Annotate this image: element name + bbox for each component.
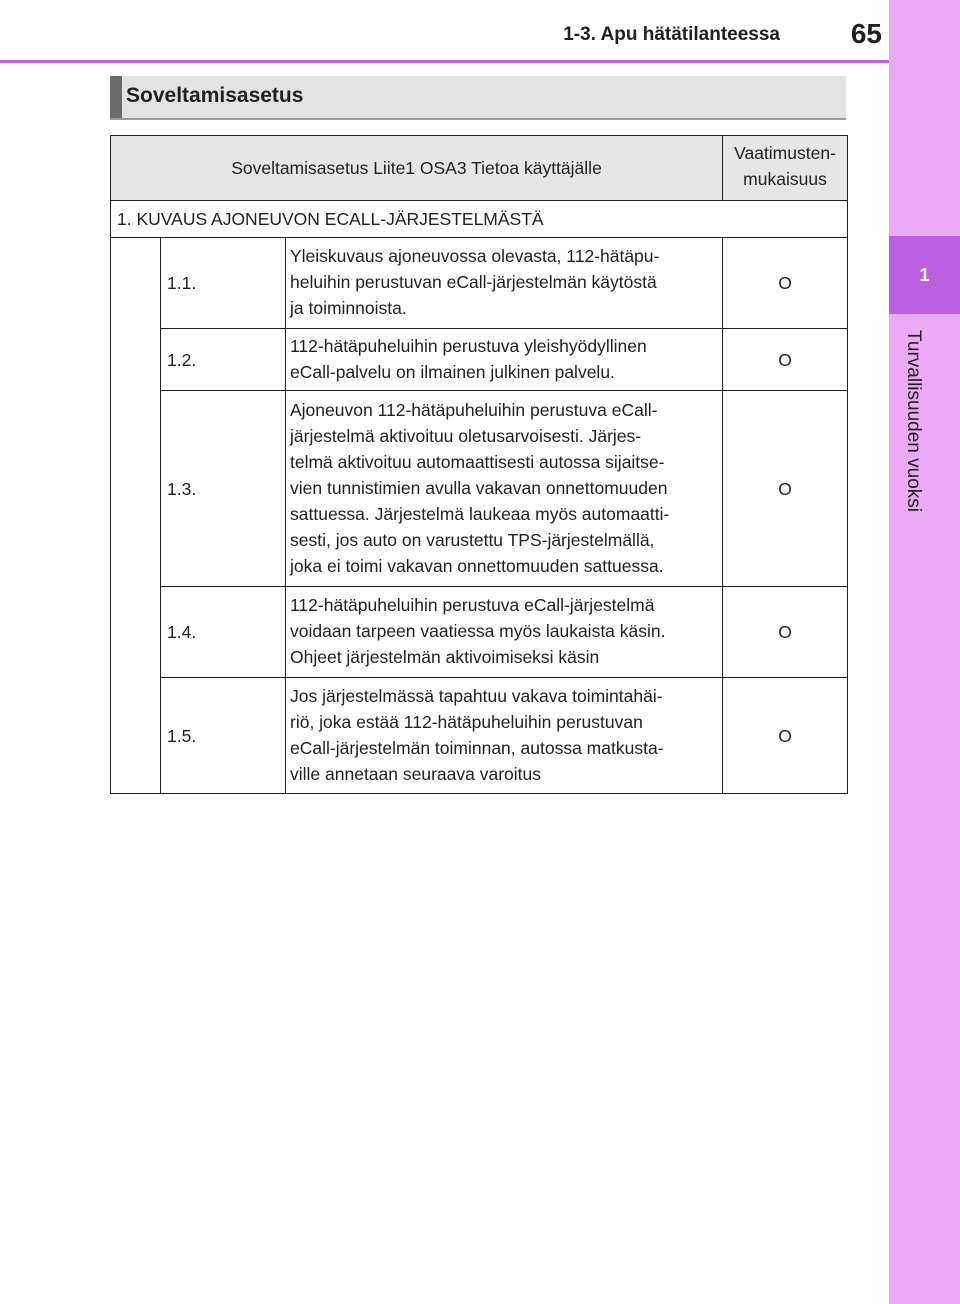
- text-line: telmä aktivoituu automaattisesti autossa sijaitse-: [290, 451, 665, 472]
- table-row: [111, 329, 848, 391]
- text-line: sattuessa. Järjestelmä laukeaa myös automaatti-: [290, 503, 670, 524]
- text-line: vien tunnistimien avulla vakavan onnettomuuden: [290, 477, 668, 498]
- text-line: sesti, jos auto on varustettu TPS-järjestelmällä,: [290, 529, 655, 550]
- section-title-cell: 1. KUVAUS AJONEUVON ECALL-JÄRJESTELMÄSTÄ: [111, 201, 848, 238]
- table-row: [111, 391, 848, 587]
- section-heading: [110, 76, 846, 120]
- item-number: 1.2.: [161, 329, 286, 391]
- text-line: voidaan tarpeen vaatiessa myös laukaista käsin.: [290, 621, 666, 641]
- chapter-number: 1: [919, 264, 930, 285]
- text-line: 112-hätäpuheluihin perustuva yleishyödyllinen: [290, 335, 647, 356]
- text-line: Yleiskuvaus ajoneuvossa olevasta, 112-hätäpu-: [290, 246, 660, 266]
- regulation-table-wrapper: [110, 135, 848, 794]
- text-line: 112-hätäpuheluihin perustuva eCall-järjestelmä: [290, 595, 655, 615]
- compliance-cell: O: [723, 238, 848, 329]
- text-line: ville annetaan seuraava varoitus: [290, 763, 541, 784]
- text-line: ja toiminnoista.: [290, 298, 407, 318]
- header-divider: [0, 60, 889, 63]
- item-text: [286, 678, 723, 794]
- text-line: Ajoneuvon 112-hätäpuheluihin perustuva eCall-: [290, 399, 658, 420]
- page-number: 65: [850, 18, 882, 49]
- header-compliance-line: Vaatimusten-: [734, 143, 836, 163]
- text-line: eCall-palvelu on ilmainen julkinen palvelu.: [290, 361, 615, 382]
- indent-cell: [111, 238, 161, 794]
- table-row: [111, 587, 848, 678]
- header-compliance-line: mukaisuus: [743, 169, 827, 189]
- section-heading-text: Soveltamisasetus: [126, 84, 304, 107]
- chapter-label: Turvallisuuden vuoksi: [903, 330, 924, 512]
- item-number: 1.5.: [161, 678, 286, 794]
- item-number: 1.3.: [161, 391, 286, 587]
- section-heading-bar: [110, 76, 122, 118]
- item-text: [286, 391, 723, 587]
- page-header-title: 1-3. Apu hätätilanteessa: [563, 24, 780, 45]
- text-line: eCall-järjestelmän toiminnan, autossa matkusta-: [290, 737, 664, 758]
- regulation-table: [110, 135, 848, 794]
- header-compliance-cell: [723, 136, 848, 201]
- text-line: Ohjeet järjestelmän aktivoimiseksi käsin: [290, 647, 600, 667]
- text-line: riö, joka estää 112-hätäpuheluihin perustuvan: [290, 711, 643, 732]
- item-text: [286, 329, 723, 391]
- compliance-cell: O: [723, 391, 848, 587]
- compliance-cell: O: [723, 678, 848, 794]
- section-title-row: [111, 201, 848, 238]
- text-line: järjestelmä aktivoituu oletusarvoisesti. Järjes-: [290, 425, 642, 446]
- table-row: [111, 238, 848, 329]
- compliance-cell: O: [723, 329, 848, 391]
- text-line: Jos järjestelmässä tapahtuu vakava toimintahäi-: [290, 685, 663, 706]
- compliance-cell: O: [723, 587, 848, 678]
- item-number: 1.4.: [161, 587, 286, 678]
- chapter-tab[interactable]: [889, 236, 960, 314]
- text-line: heluihin perustuvan eCall-järjestelmän käytöstä: [290, 272, 657, 292]
- text-line: joka ei toimi vakavan onnettomuuden sattuessa.: [290, 555, 664, 576]
- item-number: 1.1.: [161, 238, 286, 329]
- table-header-row: [111, 136, 848, 201]
- item-text: [286, 587, 723, 678]
- chapter-sidebar: [889, 0, 960, 1304]
- header-regulation-cell: Soveltamisasetus Liite1 OSA3 Tietoa käyttäjälle: [111, 136, 723, 201]
- item-text: [286, 238, 723, 329]
- table-row: [111, 678, 848, 794]
